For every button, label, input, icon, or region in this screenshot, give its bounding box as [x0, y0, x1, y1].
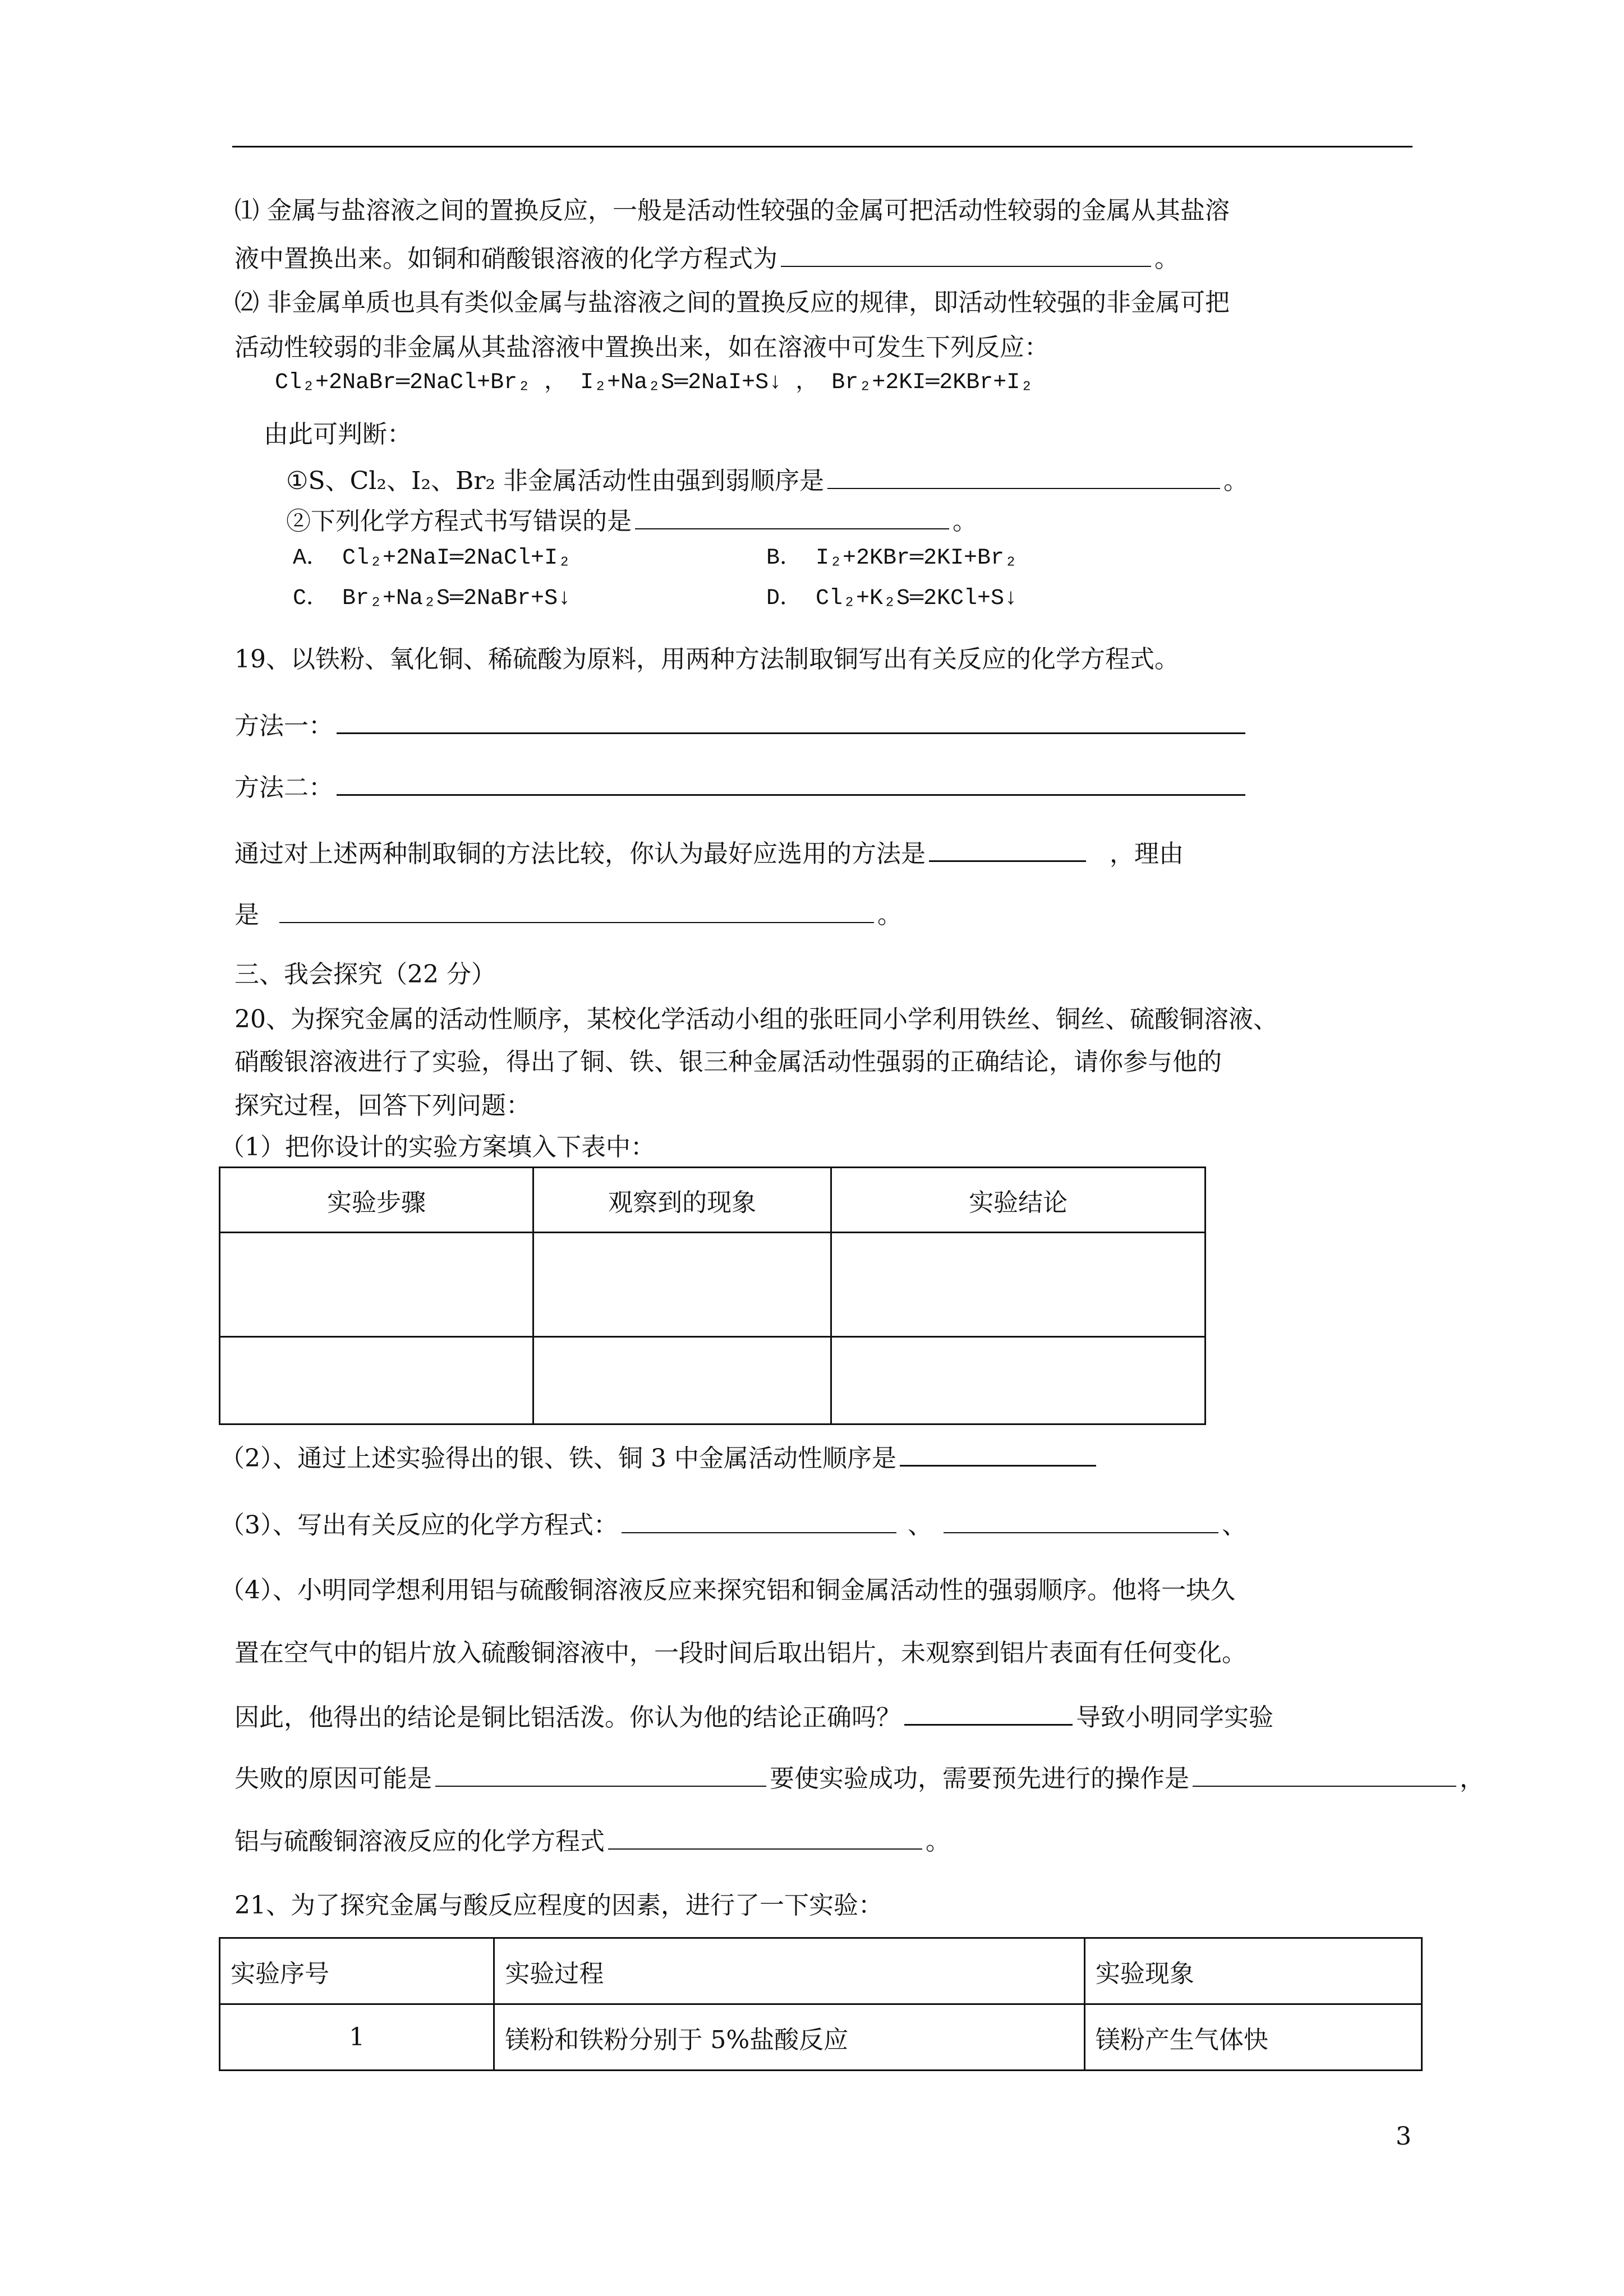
- q20-part3-text: （3）、写出有关反应的化学方程式：: [220, 1511, 618, 1539]
- reaction-sep-1: ，: [544, 370, 567, 395]
- header-observations: 观察到的现象: [533, 1168, 831, 1233]
- header-exp-number: 实验序号: [220, 1938, 494, 2004]
- table-header-row: [220, 1938, 1422, 2004]
- q18-sub1-text: ①S、Cl₂、I₂、Br₂ 非金属活动性由强到弱顺序是: [286, 467, 824, 495]
- table-row: [220, 2004, 1422, 2071]
- reason-tail: ，理由: [1110, 840, 1184, 868]
- answer-blank-equation-2[interactable]: [944, 1507, 1218, 1533]
- answer-blank-wrong-equation[interactable]: [635, 504, 949, 529]
- q21-stem: 21、为了探究金属与酸反应程度的因素，进行了一下实验：: [234, 1891, 883, 1920]
- table-row: [220, 1337, 1206, 1424]
- q18-sub2-text: ②下列化学方程式书写错误的是: [286, 507, 632, 536]
- q20-part4-line4-a: 失败的原因可能是: [234, 1764, 432, 1793]
- metal-acid-table: [219, 1937, 1423, 2071]
- q19-reason: [234, 897, 902, 932]
- q19-method1: [234, 708, 1249, 743]
- reason-end: 。: [877, 901, 902, 929]
- table-cell-input[interactable]: [220, 1337, 533, 1424]
- header-steps: 实验步骤: [220, 1168, 533, 1233]
- q20-line1: 20、为探究金属的活动性顺序，某校化学活动小组的张旺同小学利用铁丝、铜丝、硫酸铜溶液、: [234, 1005, 1278, 1034]
- q20-part3-end: 、: [1222, 1511, 1246, 1539]
- page-number: 3: [1396, 2122, 1411, 2151]
- q20-line3: 探究过程，回答下列问题：: [234, 1091, 531, 1120]
- q18-sub1: [286, 463, 1248, 498]
- answer-blank-reason[interactable]: [279, 897, 874, 923]
- compare-text: 通过对上述两种制取铜的方法比较，你认为最好应选用的方法是: [234, 840, 926, 868]
- method2-label: 方法二：: [234, 773, 333, 802]
- header-exp-process: 实验过程: [494, 1938, 1084, 2004]
- header-rule: [232, 146, 1413, 147]
- row1-process: 镁粉和铁粉分别于 5%盐酸反应: [494, 2004, 1084, 2071]
- table-row: [220, 1233, 1206, 1337]
- q18-sub1-end: 。: [1223, 467, 1248, 495]
- q20-part2-text: （2）、通过上述实验得出的银、铁、铜 3 中金属活动性顺序是: [220, 1444, 896, 1473]
- q19-compare: [234, 836, 1184, 871]
- q18-sub2-end: 。: [953, 507, 977, 536]
- reaction-sep-2: ，: [795, 370, 818, 395]
- answer-blank-method1[interactable]: [337, 708, 1245, 734]
- q20-part4-line5-end: 。: [926, 1827, 950, 1856]
- reaction-3: Br₂+2KI═2KBr+I₂: [831, 370, 1034, 395]
- row1-phenomenon: 镁粉产生气体快: [1084, 2004, 1421, 2071]
- q20-part4-line4-b: 要使实验成功，需要预先进行的操作是: [770, 1764, 1189, 1793]
- section3-title: 三、我会探究（22 分）: [234, 960, 496, 989]
- answer-blank-best-method[interactable]: [929, 836, 1086, 862]
- reactions-line: [275, 367, 1033, 399]
- answer-blank-aluminum-equation[interactable]: [608, 1824, 922, 1850]
- q20-part4-line4-end: ，: [1460, 1764, 1484, 1793]
- q18-sub2: [286, 504, 977, 538]
- answer-blank-equation-1[interactable]: [622, 1507, 896, 1533]
- method1-label: 方法一：: [234, 712, 333, 740]
- q18-p1-end: 。: [1154, 245, 1179, 273]
- q19-stem: 19、以铁粉、氧化铜、稀硫酸为原料，用两种方法制取铜写出有关反应的化学方程式。: [234, 645, 1179, 674]
- answer-blank-failure-reason[interactable]: [435, 1761, 766, 1787]
- answer-blank-correct[interactable]: [904, 1699, 1073, 1726]
- q20-part2: [220, 1440, 1099, 1476]
- reaction-1: Cl₂+2NaBr═2NaCl+Br₂: [275, 370, 531, 395]
- header-conclusion: 实验结论: [831, 1168, 1206, 1233]
- table-cell-input[interactable]: [831, 1337, 1206, 1424]
- table-cell-input[interactable]: [831, 1233, 1206, 1337]
- q20-part3-sep: 、: [908, 1511, 932, 1539]
- q20-part4-line4: [234, 1761, 1484, 1796]
- q18-p1-line1: ⑴ 金属与盐溶液之间的置换反应，一般是活动性较强的金属可把活动性较弱的金属从其盐溶: [234, 196, 1230, 225]
- q20-part1: （1）把你设计的实验方案填入下表中：: [220, 1133, 655, 1161]
- header-exp-phenomenon: 实验现象: [1084, 1938, 1421, 2004]
- q20-part4-line2: 置在空气中的铝片放入硫酸铜溶液中，一段时间后取出铝片，未观察到铝片表面有任何变化。: [234, 1639, 1246, 1667]
- q20-part4-line3-tail: 导致小明同学实验: [1076, 1703, 1273, 1732]
- answer-blank-activity-order[interactable]: [827, 463, 1220, 489]
- table-header-row: [220, 1168, 1206, 1233]
- reaction-2: I₂+Na₂S═2NaI+S↓: [580, 370, 783, 395]
- experiment-plan-table: [219, 1167, 1206, 1425]
- answer-blank-pre-operation[interactable]: [1193, 1761, 1456, 1787]
- q20-part4-line3: [234, 1699, 1273, 1735]
- option-d: D． Cl₂+K₂S═2KCl+S↓: [766, 586, 1018, 611]
- option-c: C． Br₂+Na₂S═2NaBr+S↓: [293, 586, 572, 611]
- option-b: B． I₂+2KBr═2KI+Br₂: [766, 546, 1018, 571]
- q20-part4-line1: （4）、小明同学想利用铝与硫酸铜溶液反应来探究铝和铜金属活动性的强弱顺序。他将一块久: [220, 1576, 1235, 1605]
- answer-blank-copper-silver-nitrate[interactable]: [781, 241, 1151, 267]
- q18-p1-line2: [234, 241, 1179, 276]
- table-cell-input[interactable]: [220, 1233, 533, 1337]
- table-cell-input[interactable]: [533, 1233, 831, 1337]
- answer-blank-method2[interactable]: [337, 769, 1245, 796]
- row1-number: 1: [220, 2004, 494, 2071]
- q19-method2: [234, 769, 1249, 805]
- q18-p2-line1: ⑵ 非金属单质也具有类似金属与盐溶液之间的置换反应的规律，即活动性较强的非金属可把: [234, 288, 1230, 317]
- q18-p2-line2: 活动性较弱的非金属从其盐溶液中置换出来，如在溶液中可发生下列反应：: [234, 333, 1049, 362]
- q18-p1-line2-text: 液中置换出来。如铜和硝酸银溶液的化学方程式为: [234, 245, 778, 273]
- q20-line2: 硝酸银溶液进行了实验，得出了铜、铁、银三种金属活动性强弱的正确结论，请你参与他的: [234, 1048, 1222, 1076]
- q20-part3: [220, 1507, 1246, 1542]
- answer-blank-activity-sequence[interactable]: [900, 1440, 1096, 1467]
- q20-part4-line3-text: 因此，他得出的结论是铜比铝活泼。你认为他的结论正确吗？: [234, 1703, 901, 1732]
- q20-part4-line5: [234, 1824, 950, 1859]
- judge-label: 由此可判断：: [264, 420, 412, 449]
- option-a: A． Cl₂+2NaI═2NaCl+I₂: [293, 546, 572, 571]
- table-cell-input[interactable]: [533, 1337, 831, 1424]
- q20-part4-line5-text: 铝与硫酸铜溶液反应的化学方程式: [234, 1827, 605, 1856]
- reason-label: 是: [234, 901, 259, 929]
